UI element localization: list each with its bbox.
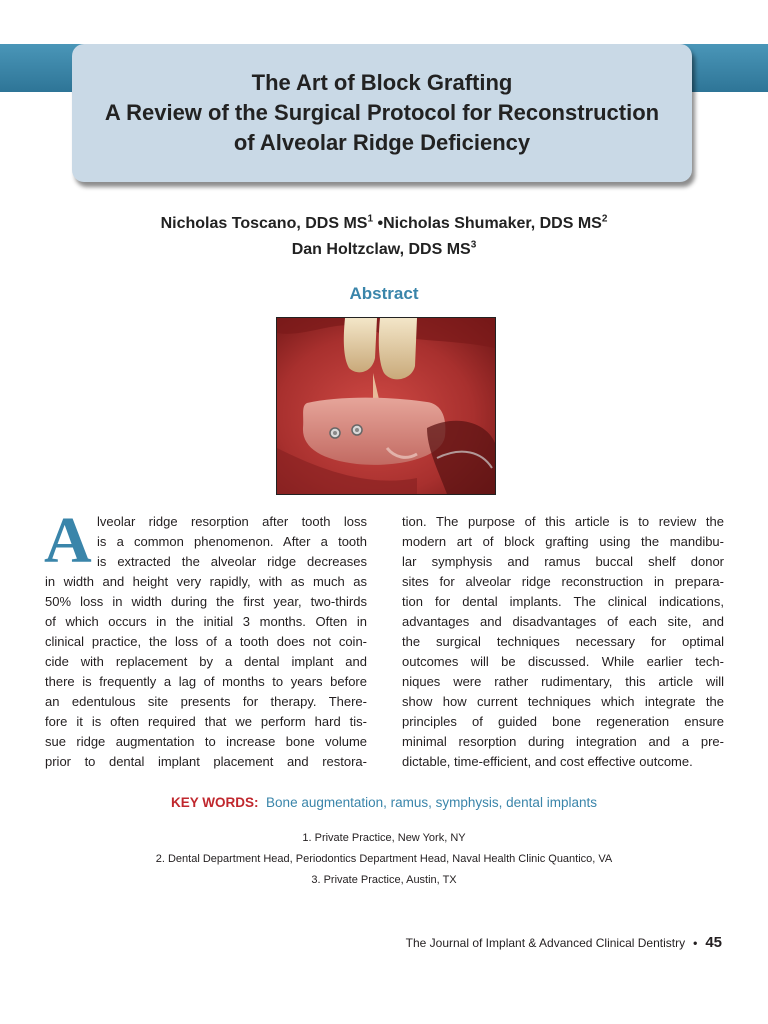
text-line: principles of guided bone regeneration ensure (402, 714, 724, 729)
author-separator: • (377, 215, 384, 232)
keywords-label: KEY WORDS: (171, 795, 259, 810)
affiliation-1: 1. Private Practice, New York, NY (302, 832, 466, 844)
journal-name: The Journal of Implant & Advanced Clinical Dentistry (405, 936, 686, 950)
text-line: cide with replacement by a dental implant and (45, 654, 367, 669)
title-box (72, 44, 692, 182)
text-line: dictable, time-efficient, and cost effective outcome. (402, 754, 693, 769)
author-1-affil: 1 (367, 213, 374, 225)
text-line: outcomes will be discussed. While earlier tech- (402, 654, 724, 669)
text-line: tion. The purpose of this article is to review the (402, 514, 724, 529)
author-3-name: Dan Holtzclaw, DDS MS (291, 241, 471, 258)
text-line: of which occurs in the initial 3 months. Often in (45, 614, 367, 629)
text-line: fore it is often required that we perform hard tis- (45, 714, 367, 729)
text-line: lveolar ridge resorption after tooth loss (97, 514, 367, 529)
author-3-affil: 3 (470, 239, 477, 251)
text-line: in width and height very rapidly, with as much as (45, 574, 367, 589)
text-line: advantages and disadvantages of each site, and (402, 614, 724, 629)
title-line-3: of Alveolar Ridge Deficiency (233, 130, 531, 155)
abstract-left-column (44, 504, 367, 772)
page-footer (406, 934, 722, 951)
text-line: is a common phenomenon. After a tooth (97, 534, 367, 549)
affiliation-3: 3. Private Practice, Austin, TX (311, 874, 457, 886)
title-line-2: A Review of the Surgical Protocol for Reconstruction (104, 100, 660, 125)
drop-cap: A (44, 504, 92, 577)
text-line: sites for alveolar ridge reconstruction in prepara- (402, 574, 724, 589)
title-line-1: The Art of Block Grafting (251, 70, 513, 95)
text-line: prior to dental implant placement and restora- (45, 754, 367, 769)
text-line: clinical practice, the loss of a tooth does not coin- (45, 634, 367, 649)
text-line: 50% loss in width during the first year, two-thirds (45, 594, 367, 609)
text-line: lar symphysis and ramus buccal shelf donor (402, 554, 724, 569)
page-number: 45 (705, 934, 722, 951)
text-line: tion for dental implants. The clinical indications, (402, 594, 724, 609)
text-line: the surgical techniques necessary for optimal (402, 634, 724, 649)
text-line: minimal resorption during integration and a pre- (402, 734, 724, 749)
author-2-name: Nicholas Shumaker, DDS MS (383, 215, 602, 232)
abstract-heading: Abstract (349, 284, 419, 303)
authors-line-1 (0, 215, 768, 233)
text-line: show how current techniques which integrate the (402, 694, 724, 709)
keywords-value: Bone augmentation, ramus, symphysis, dental implants (266, 795, 597, 810)
text-line: sue ridge augmentation to increase bone volume (45, 734, 367, 749)
affiliation-2: 2. Dental Department Head, Periodontics Department Head, Naval Health Clinic Quantico, VA (155, 853, 613, 865)
keywords (0, 795, 768, 810)
authors-line-2 (0, 241, 768, 259)
text-line: niques were rather rudimentary, this article will (402, 674, 724, 689)
text-line: there is frequently a lag of months to years before (45, 674, 367, 689)
abstract-right-column (402, 512, 724, 772)
footer-bullet: • (693, 936, 698, 950)
text-line: is extracted the alveolar ridge decreases (97, 554, 367, 569)
author-1-name: Nicholas Toscano, DDS MS (160, 215, 368, 232)
text-line: modern art of block grafting using the mandibu- (402, 534, 724, 549)
author-2-affil: 2 (601, 213, 608, 225)
clinical-photo-icon (276, 317, 496, 495)
text-line: an edentulous site presents for therapy. There- (45, 694, 367, 709)
